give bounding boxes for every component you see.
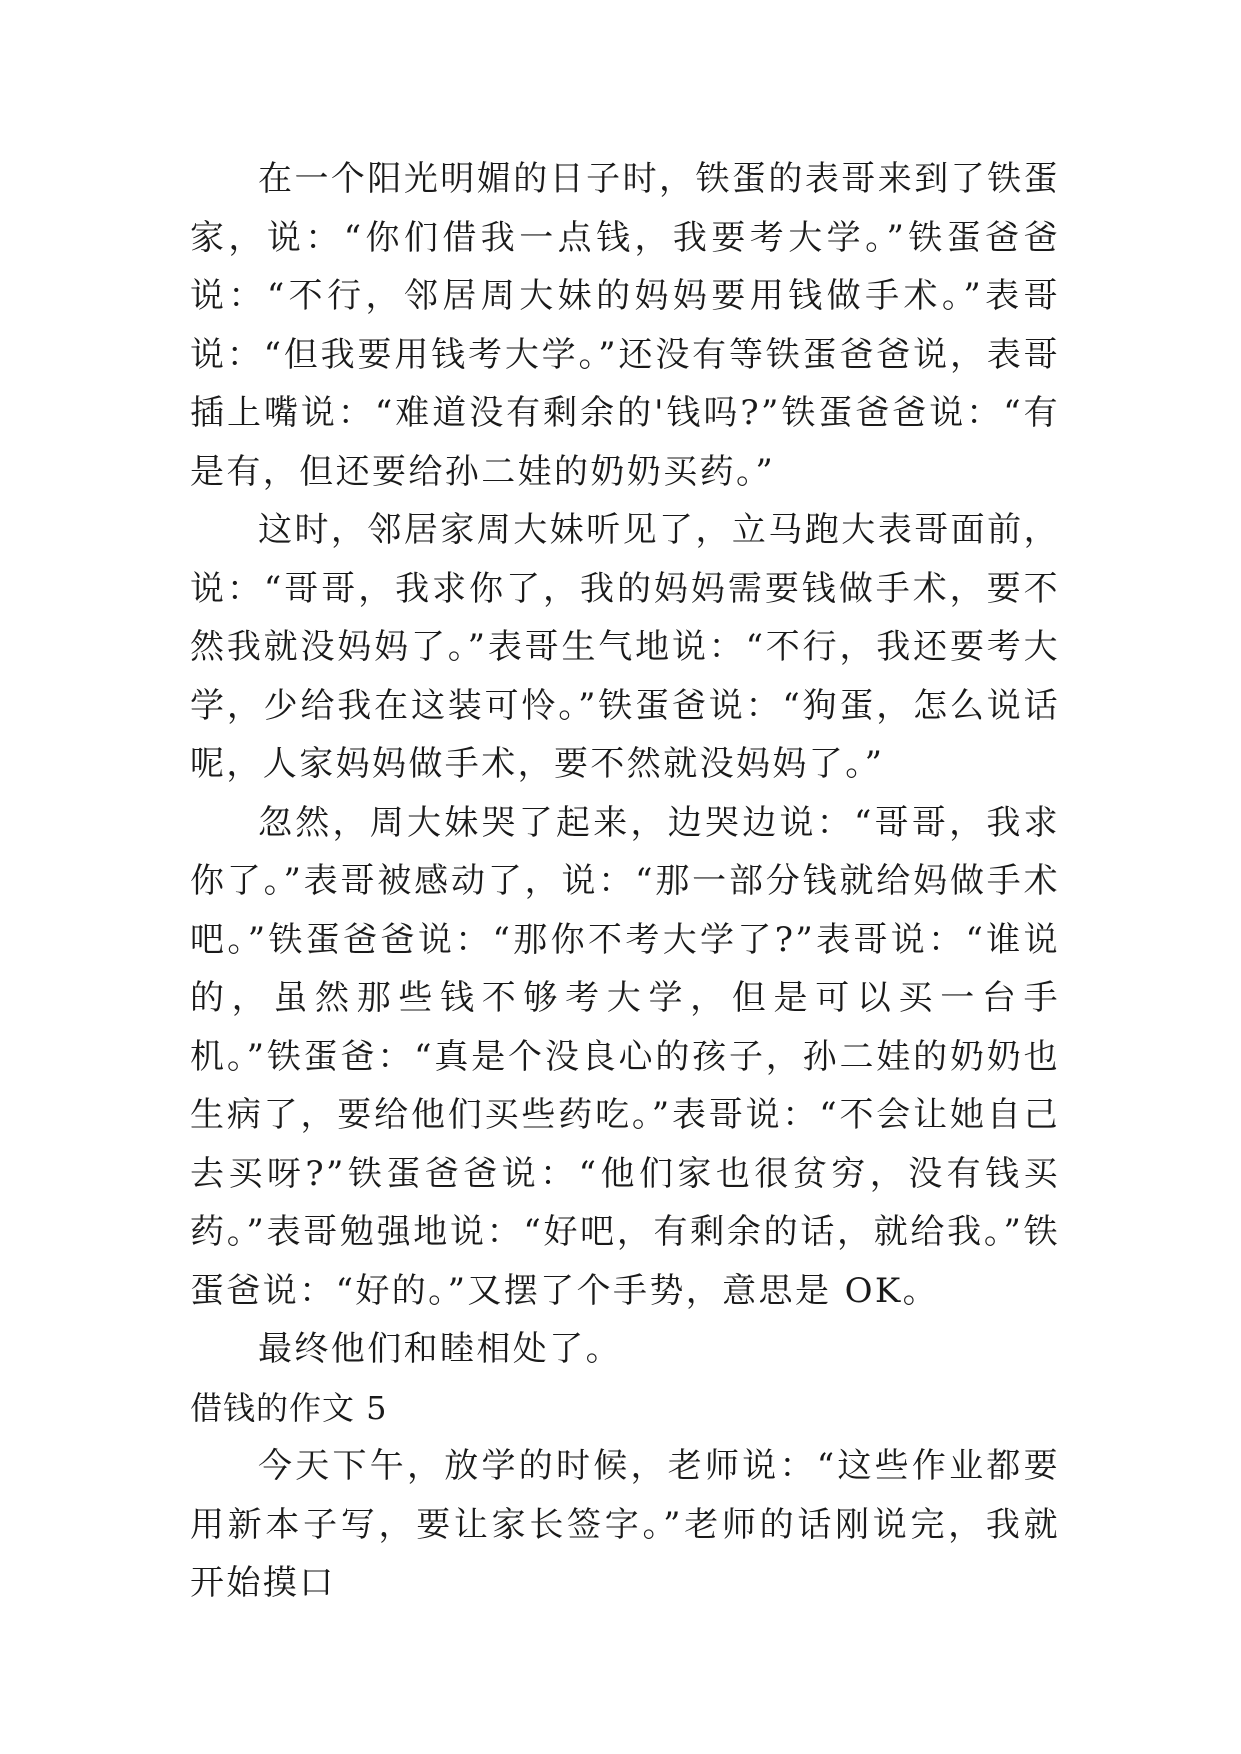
essay-heading: 借钱的作文 5: [190, 1388, 388, 1427]
paragraph-3: 忽然，周大妹哭了起来，边哭边说：“哥哥，我求你了。”表哥被感动了，说：“那一部分钱就给妈做手术吧。”铁蛋爸爸说：“那你不考大学了?”表哥说：“谁说的，虽然那些钱不够考大学，但是可以买一台手机。”铁蛋爸：“真是个没良心的孩子，孙二娃的奶奶也生病了，要给他们买些药吃。”表哥说：“不会让她自己去买呀?”铁蛋爸爸说：“他们家也很贫穷，没有钱买药。”表哥勉强地说：“好吧，有剩余的话，就给我。”铁蛋爸说：“好的。”又摆了个手势，意思是 OK。: [190, 802, 1060, 1311]
paragraph-2: 这时，邻居家周大妹听见了，立马跑大表哥面前，说：“哥哥，我求你了，我的妈妈需要钱做手术，要不然我就没妈妈了。”表哥生气地说：“不行，我还要考大学，少给我在这装可怜。”铁蛋爸说：“狗蛋，怎么说话呢，人家妈妈做手术，要不然就没妈妈了。”: [190, 510, 1060, 784]
paragraph-5: 今天下午，放学的时候，老师说：“这些作业都要用新本子写，要让家长签字。”老师的话刚说完，我就开始摸口: [190, 1446, 1060, 1603]
paragraph-4: 最终他们和睦相处了。: [258, 1329, 622, 1369]
document-page: [190, 150, 1060, 1613]
paragraph-1: 在一个阳光明媚的日子时，铁蛋的表哥来到了铁蛋家，说：“你们借我一点钱，我要考大学。”铁蛋爸爸说：“不行，邻居周大妹的妈妈要用钱做手术。”表哥说：“但我要用钱考大学。”还没有等铁蛋爸爸说，表哥插上嘴说：“难道没有剩余的'钱吗?”铁蛋爸爸说：“有是有，但还要给孙二娃的奶奶买药。”: [190, 159, 1060, 492]
